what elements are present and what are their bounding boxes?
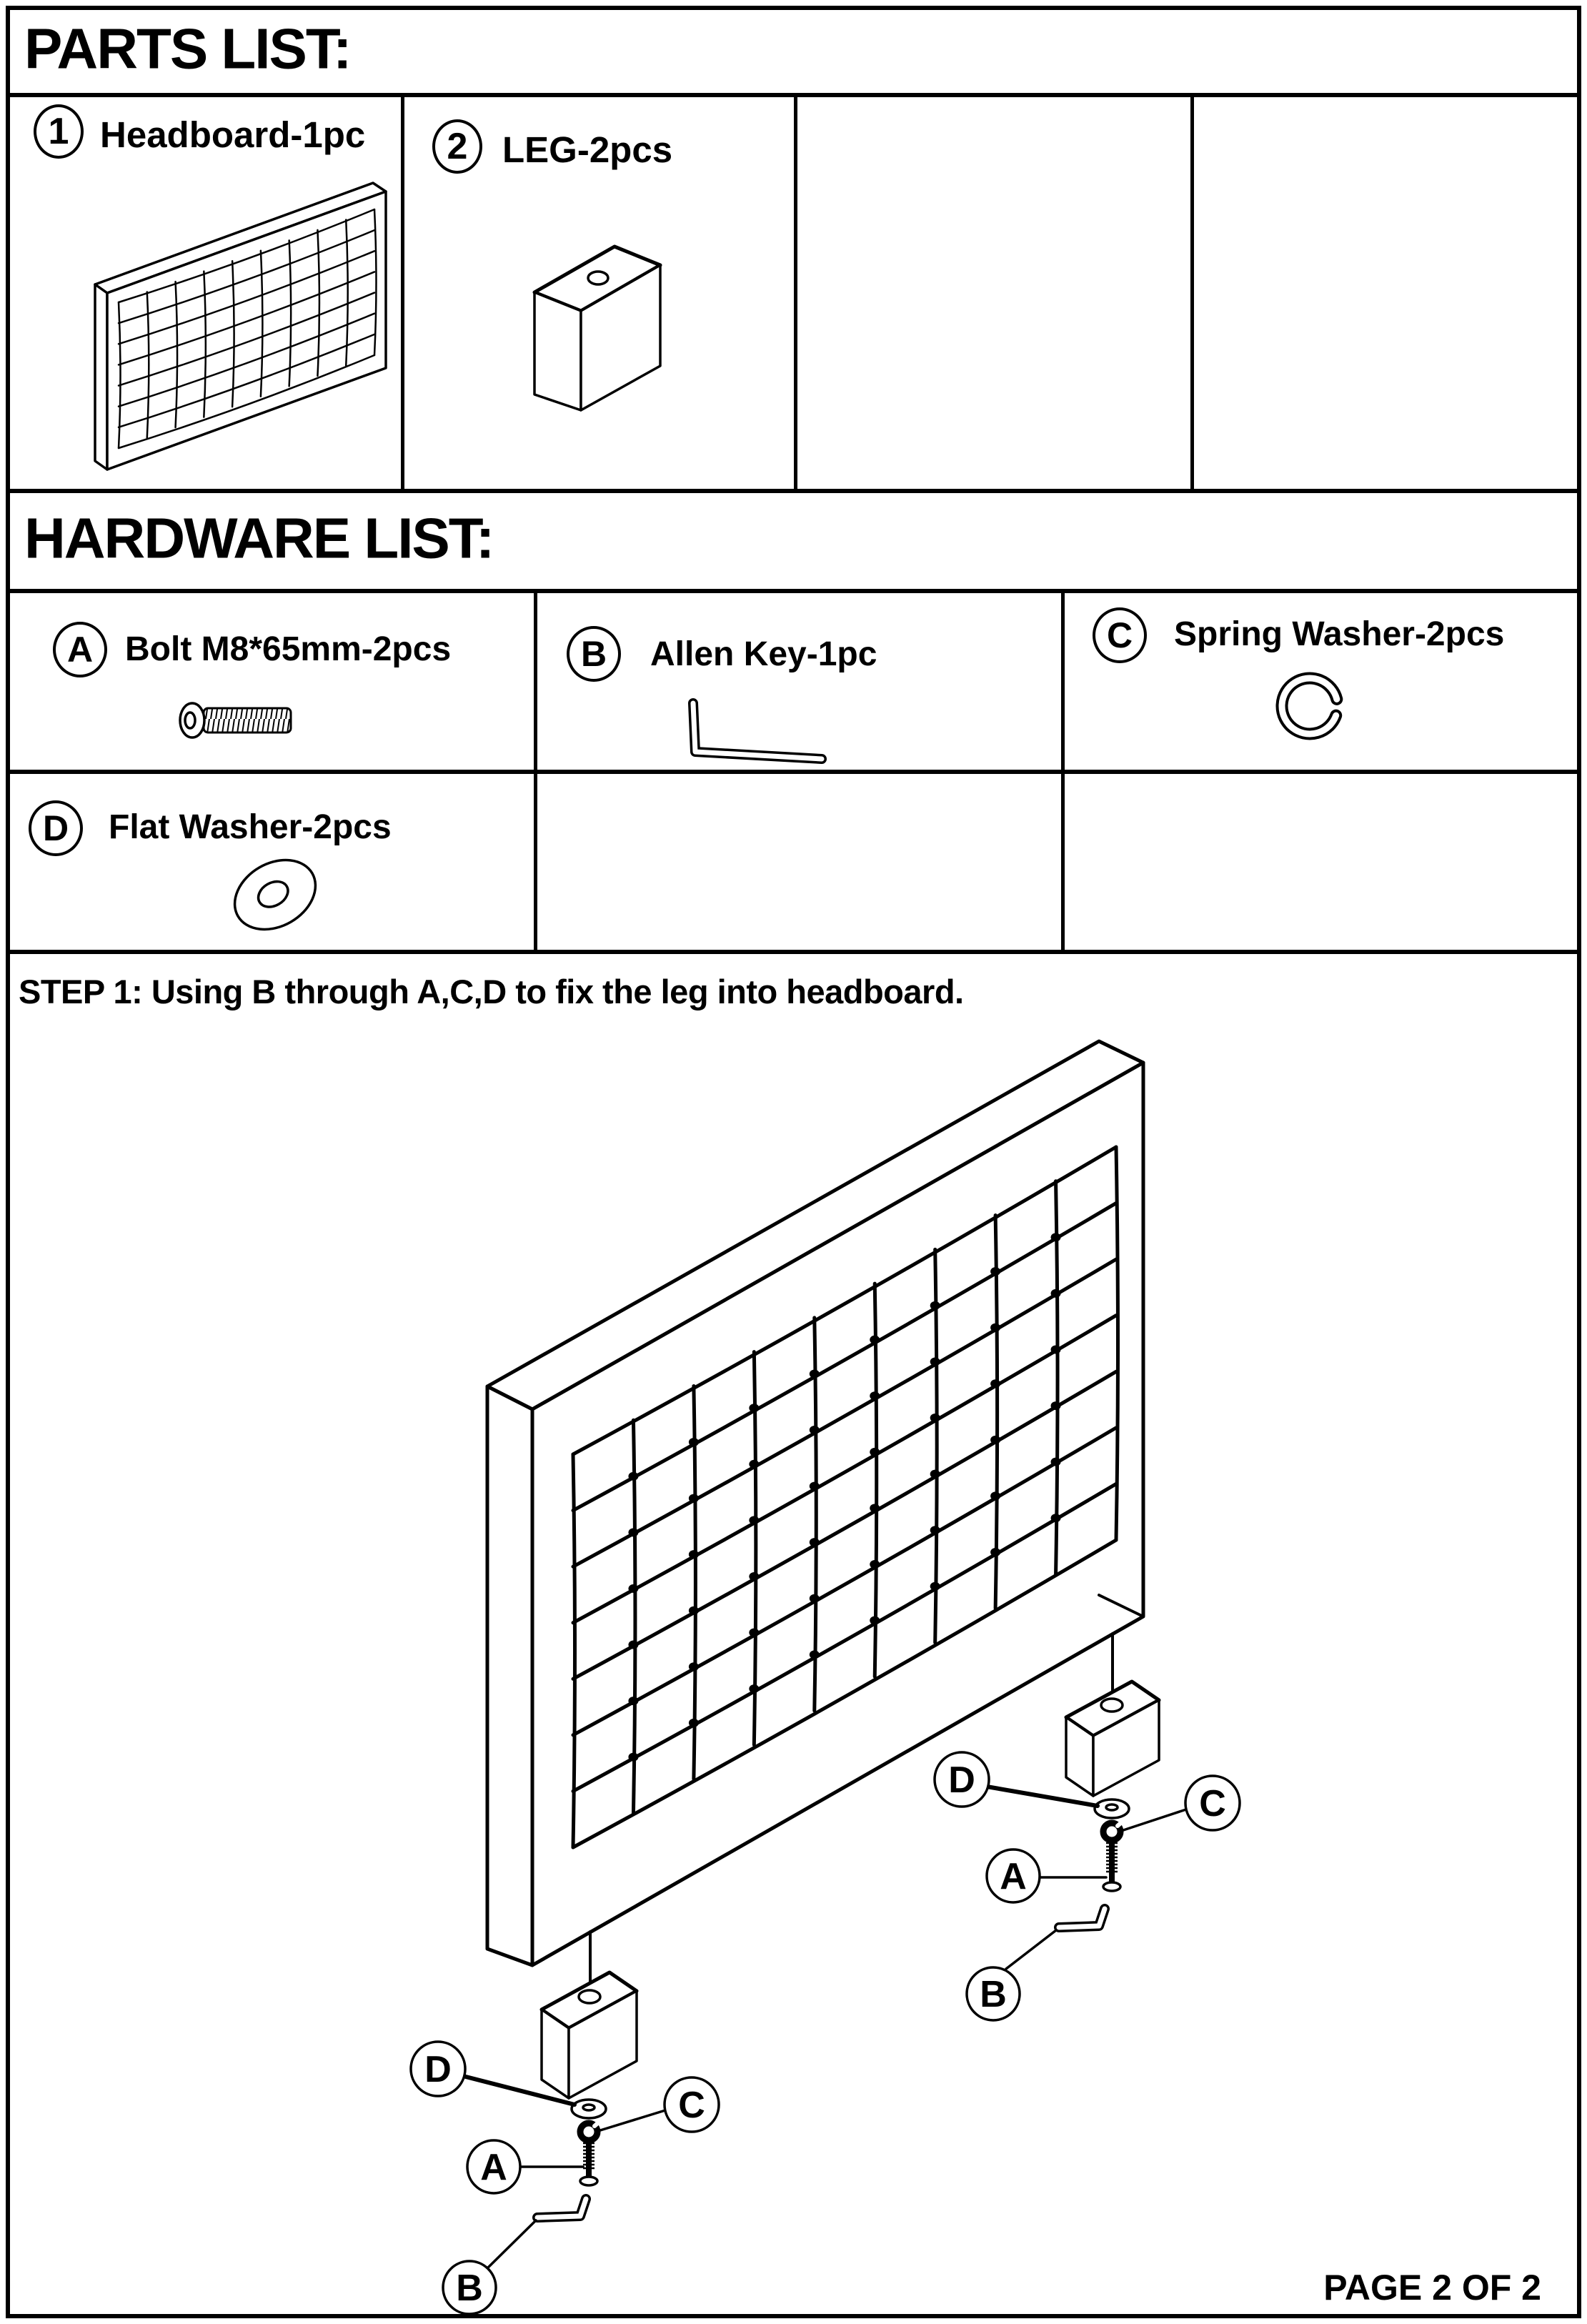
right-bolt <box>1103 1842 1120 1891</box>
hardware-divider-2 <box>1061 593 1065 770</box>
right-callout-c-leader <box>1123 1809 1186 1830</box>
right-flat-washer <box>1095 1799 1129 1818</box>
hardware-d-badge: D <box>29 800 83 856</box>
part-2-label: LEG-2pcs <box>502 129 673 170</box>
hardware-divider-3 <box>534 774 537 950</box>
svg-text:D: D <box>948 1759 975 1801</box>
parts-list-header-band <box>6 6 1581 97</box>
svg-text:D: D <box>424 2049 452 2090</box>
step-1-text: STEP 1: Using B through A,C,D to fix the leg into headboard. <box>19 973 964 1010</box>
hardware-a-label: Bolt M8*65mm-2pcs <box>125 630 452 668</box>
svg-text:A: A <box>1000 1856 1027 1897</box>
right-allen-key <box>1059 1909 1105 1927</box>
svg-text:B: B <box>980 1974 1007 2015</box>
left-leg-bolt-hole <box>579 1990 600 2003</box>
hardware-b-badge: B <box>567 626 621 682</box>
hardware-divider-4 <box>1061 774 1065 950</box>
left-leg-assembly <box>411 1932 719 2314</box>
svg-text:A: A <box>480 2147 507 2188</box>
hardware-b-label: Allen Key-1pc <box>650 635 877 673</box>
hardware-divider-1 <box>534 593 537 770</box>
left-callout-c-leader <box>600 2110 665 2130</box>
parts-table-divider-2 <box>794 97 797 489</box>
left-callout-b-leader <box>488 2220 536 2268</box>
bolt-drawing <box>175 695 304 746</box>
right-spring-washer <box>1103 1820 1124 1840</box>
part-2-badge: 2 <box>432 119 482 174</box>
parts-list-title: PARTS LIST: <box>24 16 351 81</box>
left-spring-washer <box>580 2120 601 2140</box>
hardware-list-header-band <box>6 493 1581 593</box>
leg-bolt-hole <box>588 272 608 284</box>
hardware-c-label: Spring Washer-2pcs <box>1174 615 1505 653</box>
flat-washer-drawing <box>214 843 336 947</box>
headboard-drawing <box>487 1041 1143 1965</box>
right-callout-b-leader <box>1006 1930 1056 1969</box>
left-bolt <box>580 2142 597 2185</box>
leg-part-drawing <box>529 240 665 417</box>
part-1-label: Headboard-1pc <box>100 114 366 155</box>
left-allen-key <box>537 2199 586 2218</box>
hardware-c-badge: C <box>1093 607 1147 663</box>
parts-table-divider-3 <box>1190 97 1194 489</box>
svg-text:B: B <box>456 2268 483 2309</box>
hardware-d-label: Flat Washer-2pcs <box>109 808 392 846</box>
right-callout-d-leader <box>987 1787 1098 1806</box>
left-flat-washer <box>572 2100 606 2118</box>
hardware-a-badge: A <box>53 622 107 677</box>
svg-text:C: C <box>678 2085 705 2126</box>
part-1-badge: 1 <box>34 104 84 159</box>
parts-table-divider-1 <box>401 97 404 489</box>
step-1-assembly-diagram <box>0 954 1587 2318</box>
right-leg-drawing <box>1066 1682 1159 1796</box>
hardware-list-title: HARDWARE LIST: <box>24 506 494 570</box>
allen-key-drawing <box>679 693 836 786</box>
right-leg-bolt-hole <box>1101 1699 1123 1712</box>
svg-text:C: C <box>1199 1783 1226 1824</box>
left-leg-drawing <box>542 1972 637 2098</box>
headboard-part-drawing <box>86 175 400 482</box>
page-number: PAGE 2 OF 2 <box>1323 2268 1541 2308</box>
spring-washer-drawing <box>1273 677 1356 756</box>
